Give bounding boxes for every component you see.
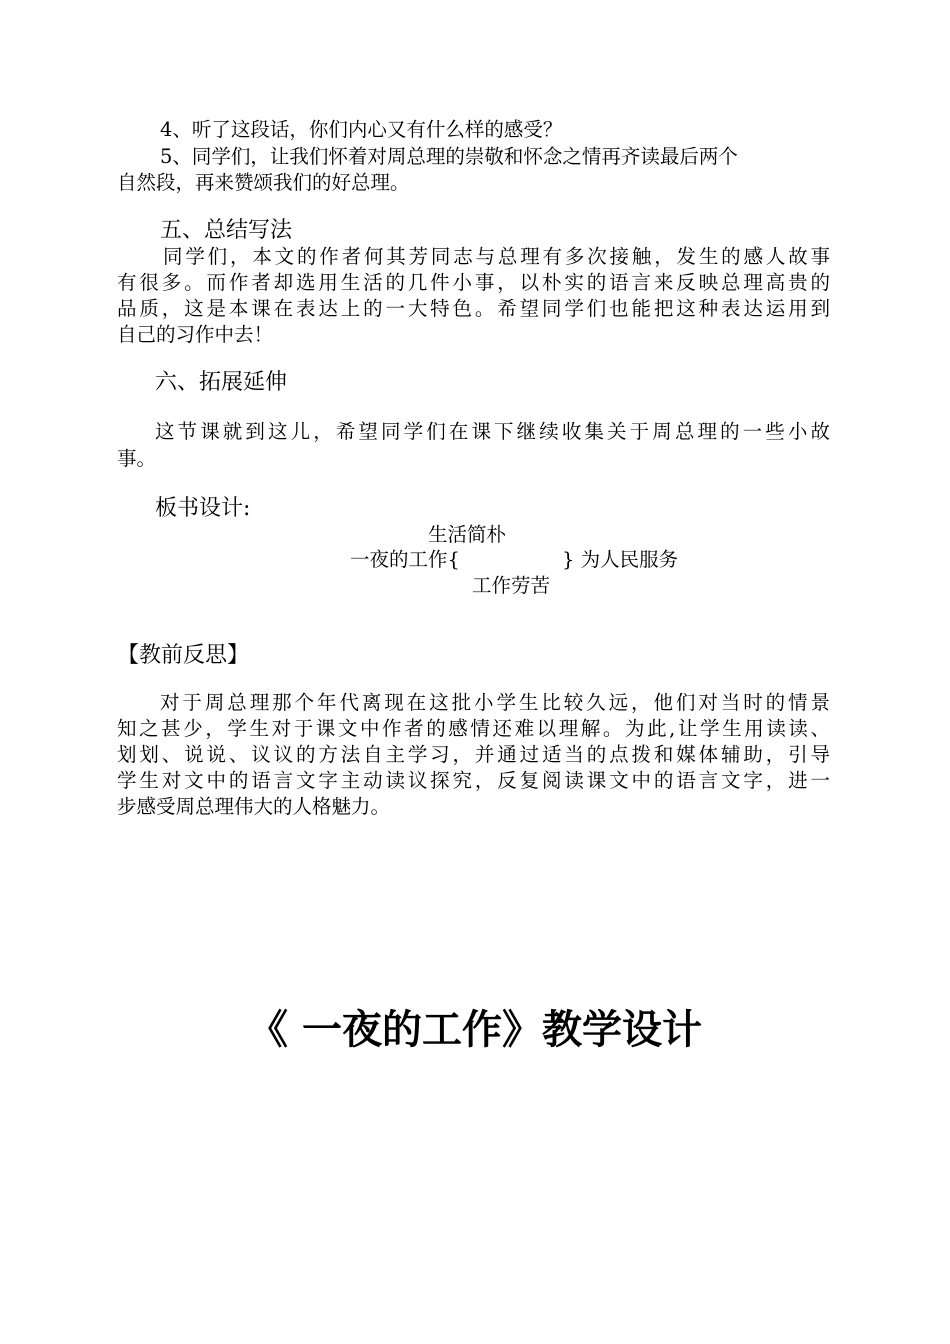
section-6-line-2: 事。 — [117, 447, 157, 470]
next-lesson-title: 《 一夜的工作》教学设计 — [248, 1007, 702, 1053]
section-5-line-3: 品质，这是本课在表达上的一大特色。希望同学们也能把这种表达运用到 — [117, 297, 830, 320]
section-5-line-1: 同学们，本文的作者何其芳同志与总理有多次接触，发生的感人故事 — [163, 245, 830, 268]
question-4: 4、听了这段话，你们内心又有什么样的感受？ — [160, 118, 563, 141]
reflection-heading: 【教前反思】 — [117, 643, 250, 668]
board-center-right: } 为人民服务 — [562, 548, 679, 571]
board-top-item: 生活简朴 — [428, 523, 507, 546]
section-5-line-2: 有很多。而作者却选用生活的几件小事，以朴实的语言来反映总理高贵的 — [117, 271, 830, 294]
reflection-line-4: 学生对文中的语言文字主动读议探究，反复阅读课文中的语言文字，进一 — [117, 769, 830, 792]
reflection-line-1: 对于周总理那个年代离现在这批小学生比较久远，他们对当时的情景 — [160, 691, 830, 714]
board-design-label: 板书设计: — [155, 496, 251, 521]
reflection-line-5: 步感受周总理伟大的人格魅力。 — [117, 795, 391, 818]
board-bottom-item: 工作劳苦 — [472, 574, 551, 597]
question-5-line-2: 自然段，再来赞颂我们的好总理。 — [117, 171, 410, 194]
reflection-line-3: 划划、说说、议议的方法自主学习，并通过适当的点拨和媒体辅助，引导 — [117, 743, 830, 766]
section-5-heading: 五、总结写法 — [160, 218, 293, 243]
section-6-heading: 六、拓展延伸 — [155, 370, 288, 395]
section-6-line-1: 这节课就到这儿，希望同学们在课下继续收集关于周总理的一些小故 — [155, 420, 830, 443]
question-5-line-1: 5、同学们，让我们怀着对周总理的崇敬和怀念之情再齐读最后两个 — [160, 145, 738, 168]
section-5-line-4: 自己的习作中去！ — [117, 323, 274, 346]
board-center-left: 一夜的工作{ — [350, 548, 460, 571]
reflection-line-2: 知之甚少，学生对于课文中作者的感情还难以理解。为此,让学生用读读、 — [117, 717, 830, 740]
